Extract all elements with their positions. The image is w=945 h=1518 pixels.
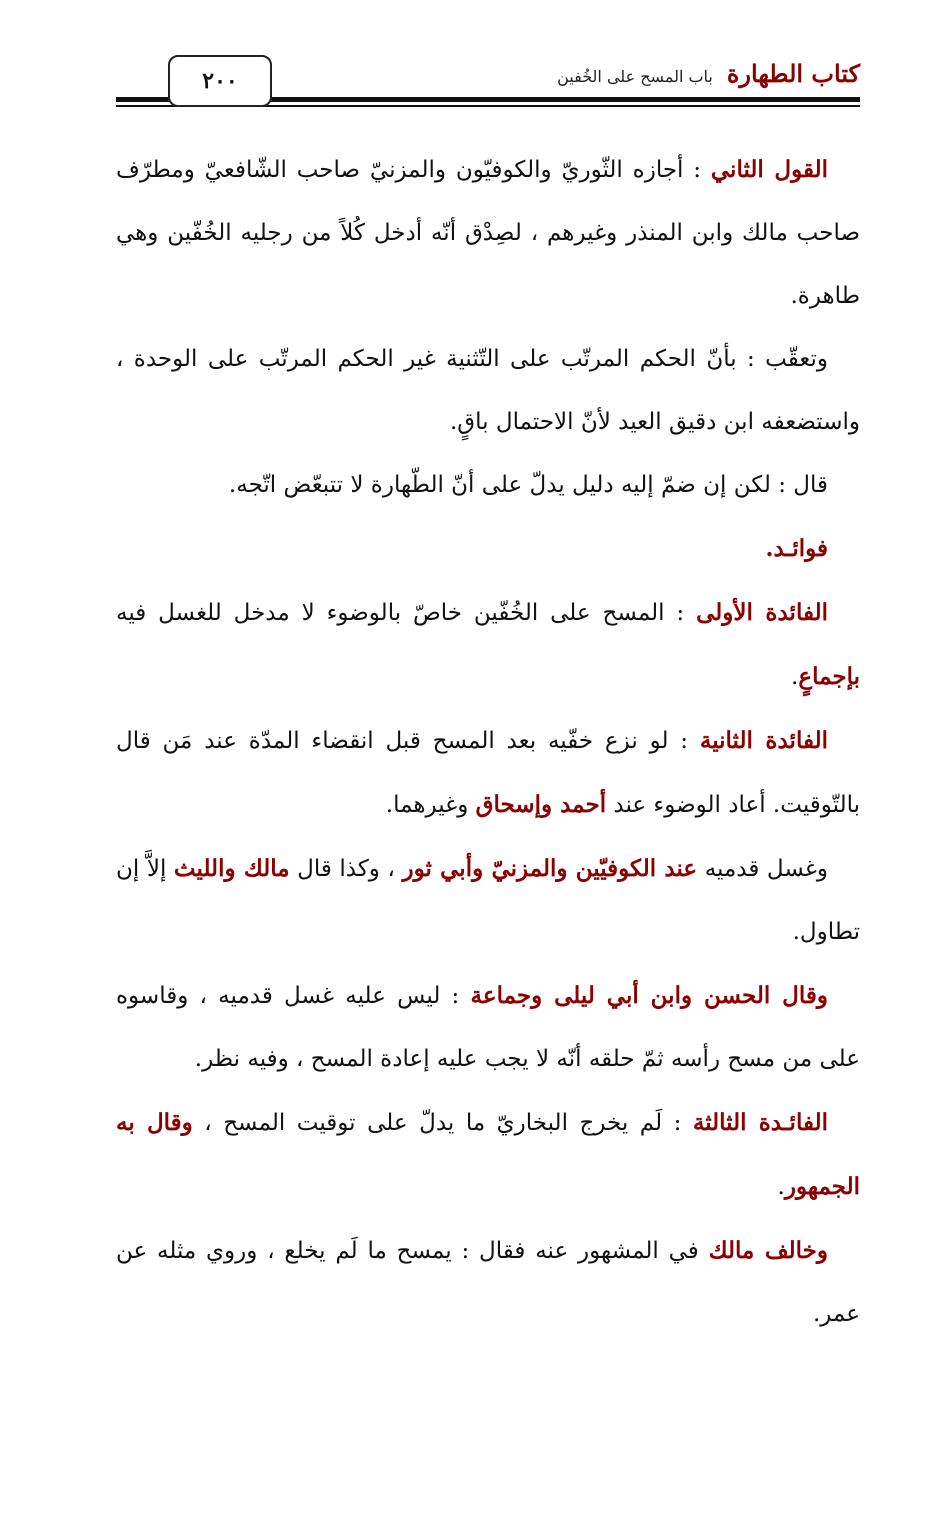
paragraph-text: : لَم يخرج البخاريّ ما يدلّ على توقيت المسح ، (192, 1110, 693, 1136)
highlighted-term: فوائـد. (765, 535, 828, 562)
highlighted-term: بإجماعٍ (798, 663, 860, 690)
paragraph-text: : ليس عليه غسل قدميه ، وقاسوه على من مسح رأسه ثمّ حلقه أنّه لا يجب عليه إعادة المسح ، وفيه نظر. (116, 983, 860, 1072)
running-title (557, 59, 860, 88)
paragraph-text: : المسح على الخُفّين خاصّ بالوضوء لا مدخل للغسل فيه (116, 600, 697, 626)
paragraph (116, 454, 860, 517)
book-title: كتاب الطهارة (726, 59, 860, 88)
highlighted-term: القول الثاني (710, 156, 828, 183)
paragraph-text: : لو نزع خفّيه بعد المسح قبل انقضاء المدّة عند مَن قال بالتّوقيت. أعاد الوضوء عند (116, 728, 860, 818)
highlighted-term: عند الكوفيّين والمزنيّ وأبي ثور (402, 855, 698, 882)
paragraph (116, 581, 860, 709)
highlighted-term: أحمد وإسحاق (475, 791, 607, 818)
paragraph (116, 517, 860, 581)
paragraph-text: قال : لكن إن ضمّ إليه دليل يدلّ على أنّ الطّهارة لا تتبعّض اتّجه. (228, 472, 828, 498)
highlighted-term: الفائدة الثانية (699, 727, 828, 754)
paragraph (116, 138, 860, 328)
paragraph-text: وغسل قدميه (697, 856, 828, 882)
paragraph (116, 837, 860, 964)
paragraph-text: وغيرهما. (385, 792, 476, 818)
page-number: ٢٠٠ (168, 55, 272, 107)
paragraph (116, 709, 860, 837)
paragraph-text: وتعقّب : بأنّ الحكم المرتّب على التّثنية غير الحكم المرتّب على الوحدة ، واستضعفه ابن دقيق العيد لأنّ الاحتمال باقٍ. (116, 346, 860, 435)
page-body (116, 138, 860, 1346)
page-header (116, 55, 860, 110)
highlighted-term: وقال به الجمهور (116, 1109, 860, 1200)
paragraph (116, 328, 860, 454)
highlighted-term: الفائدة الأولى (696, 599, 828, 626)
paragraph-text: إلاَّ إن تطاول. (116, 856, 860, 945)
paragraph-text: . (777, 1174, 785, 1200)
paragraph-text: ، وكذا قال (289, 856, 403, 882)
paragraph-text: . (791, 664, 799, 690)
paragraph-text: : أجازه الثّوريّ والكوفيّون والمزنيّ صاحب الشّافعيّ ومطرّف صاحب مالك وابن المنذر وغيرهم ، لصِدْق أنّه أدخل كُلاً من رجليه الخُفّين وهي طاهرة. (116, 157, 860, 309)
paragraph (116, 1091, 860, 1219)
chapter-title: باب المسح على الخُفين (557, 67, 713, 86)
paragraph-text: في المشهور عنه فقال : يمسح ما لَم يخلع ، وروي مثله عن عمر. (116, 1238, 860, 1327)
highlighted-term: مالك والليث (173, 855, 290, 882)
highlighted-term: وخالف مالك (708, 1237, 828, 1264)
highlighted-term: وقال الحسن وابن أبي ليلى وجماعة (470, 982, 828, 1009)
paragraph (116, 964, 860, 1091)
paragraph (116, 1219, 860, 1346)
highlighted-term: الفائـدة الثالثة (692, 1109, 828, 1136)
